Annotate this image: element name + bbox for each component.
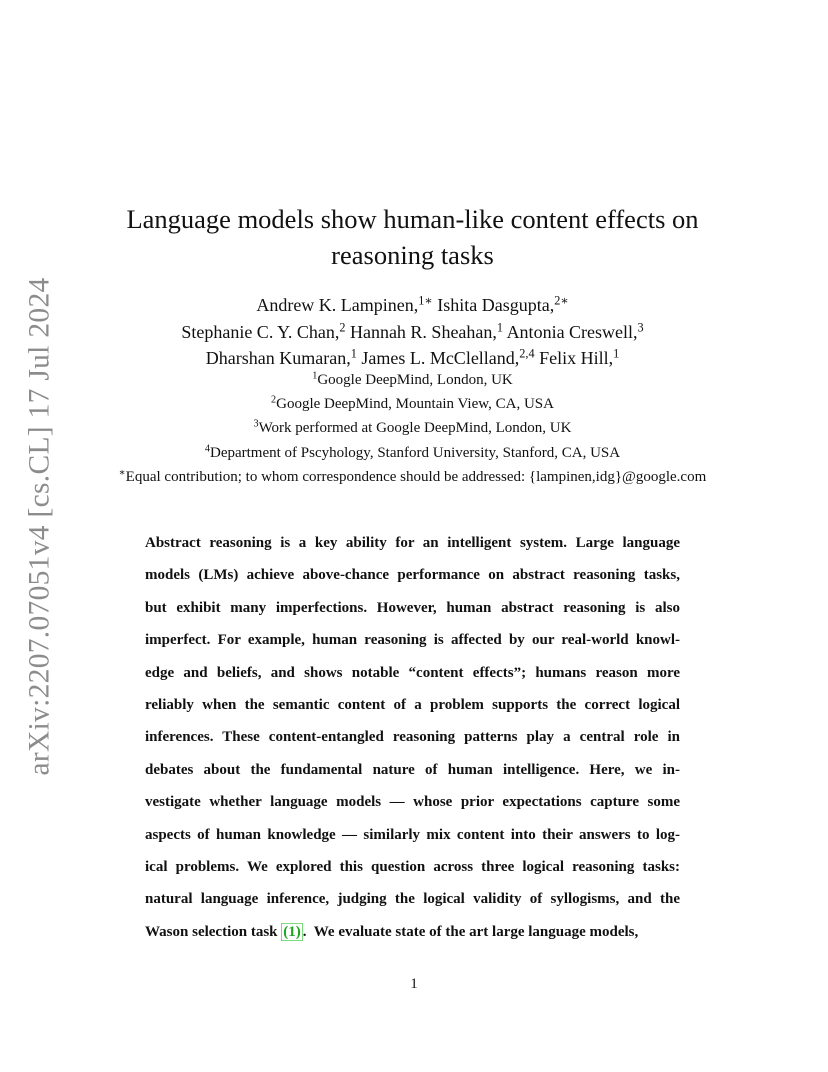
abstract-line: [145, 916, 680, 948]
author-name: Andrew K. Lampinen,: [256, 295, 419, 315]
abstract-line: imperfect. For example, human reasoning is affected by our real-world knowl-: [145, 632, 680, 649]
affiliation-text: Work performed at Google DeepMind, London, UK: [258, 420, 572, 437]
abstract-line: but exhibit many imperfections. However, human abstract reasoning is also: [145, 599, 680, 616]
abstract-line: debates about the fundamental nature of human intelligence. Here, we in-: [145, 761, 680, 778]
author-name: Ishita Dasgupta,: [437, 295, 555, 315]
affiliation: [60, 392, 765, 416]
citation-link[interactable]: (1): [283, 923, 301, 940]
author-name: Stephanie C. Y. Chan,: [181, 321, 340, 342]
author-line: [100, 292, 725, 319]
equal-contribution-mark: ∗: [118, 467, 126, 479]
affiliation-mark: 3: [253, 418, 259, 430]
author-name: Felix Hill,: [539, 348, 614, 368]
affiliation-mark: 4: [204, 443, 210, 454]
abstract-line: models (LMs) achieve above-chance performance on abstract reasoning tasks,: [145, 567, 680, 584]
affiliation: [60, 416, 765, 440]
affiliation-list: [60, 368, 765, 489]
author-name: Antonia Creswell,: [506, 321, 638, 342]
author-affiliation-mark: 1: [350, 346, 357, 361]
affiliation: [60, 441, 765, 465]
arxiv-identifier: [20, 276, 60, 776]
correspondence-note: [60, 465, 765, 489]
abstract-line: edge and beliefs, and shows notable “content effects”; humans reason more: [145, 664, 680, 681]
abstract-line: reliably when the semantic content of a problem supports the correct logical: [145, 697, 680, 714]
author-affiliation-mark: 3: [637, 319, 644, 334]
affiliation-mark: 2: [271, 394, 277, 406]
affiliation-text: Google DeepMind, Mountain View, CA, USA: [276, 396, 554, 413]
arxiv-identifier-text: arXiv:2207.07051v4 [cs.CL] 17 Jul 2024: [23, 276, 56, 776]
author-name: Hannah R. Sheahan,: [349, 321, 497, 342]
abstract-line: inferences. These content-entangled reasoning patterns play a central role in: [145, 729, 680, 746]
abstract-text: Wason selection task: [145, 923, 282, 940]
author-line: [100, 319, 725, 346]
abstract-line: natural language inference, judging the logical validity of syllogisms, and the: [145, 891, 680, 908]
author-affiliation-mark: 1∗: [418, 293, 433, 308]
abstract-line: aspects of human knowledge — similarly mix content into their answers to log-: [145, 826, 680, 843]
abstract-line: Abstract reasoning is a key ability for an intelligent system. Large language: [145, 535, 680, 551]
affiliation-mark: 1: [312, 370, 318, 382]
author-affiliation-mark: 2,4: [519, 346, 535, 361]
author-name: James L. McClelland,: [361, 348, 520, 368]
abstract-line: ical problems. We explored this question across three logical reasoning tasks:: [145, 859, 680, 876]
correspondence-text: Equal contribution; to whom correspondence should be addressed: {lampinen,idg}@google.com: [125, 468, 707, 485]
author-list: [100, 292, 725, 372]
author-affiliation-mark: 1: [496, 319, 504, 334]
author-affiliation-mark: 2∗: [554, 293, 569, 308]
affiliation: [60, 368, 765, 392]
affiliation-text: Department of Pscyhology, Stanford University, Stanford, CA, USA: [210, 444, 621, 461]
title-line: reasoning tasks: [331, 240, 494, 270]
abstract: [145, 527, 680, 948]
page-number: 1: [410, 976, 418, 992]
abstract-line: vestigate whether language models — whose prior expectations capture some: [145, 794, 680, 811]
author-name: Dharshan Kumaran,: [205, 348, 351, 368]
abstract-text: . We evaluate state of the art large language models,: [302, 923, 639, 940]
author-affiliation-mark: 2: [339, 319, 346, 334]
paper-title: [90, 201, 735, 273]
affiliation-text: Google DeepMind, London, UK: [317, 372, 513, 388]
author-affiliation-mark: 1: [613, 346, 620, 361]
title-line: Language models show human-like content effects on: [126, 204, 699, 234]
